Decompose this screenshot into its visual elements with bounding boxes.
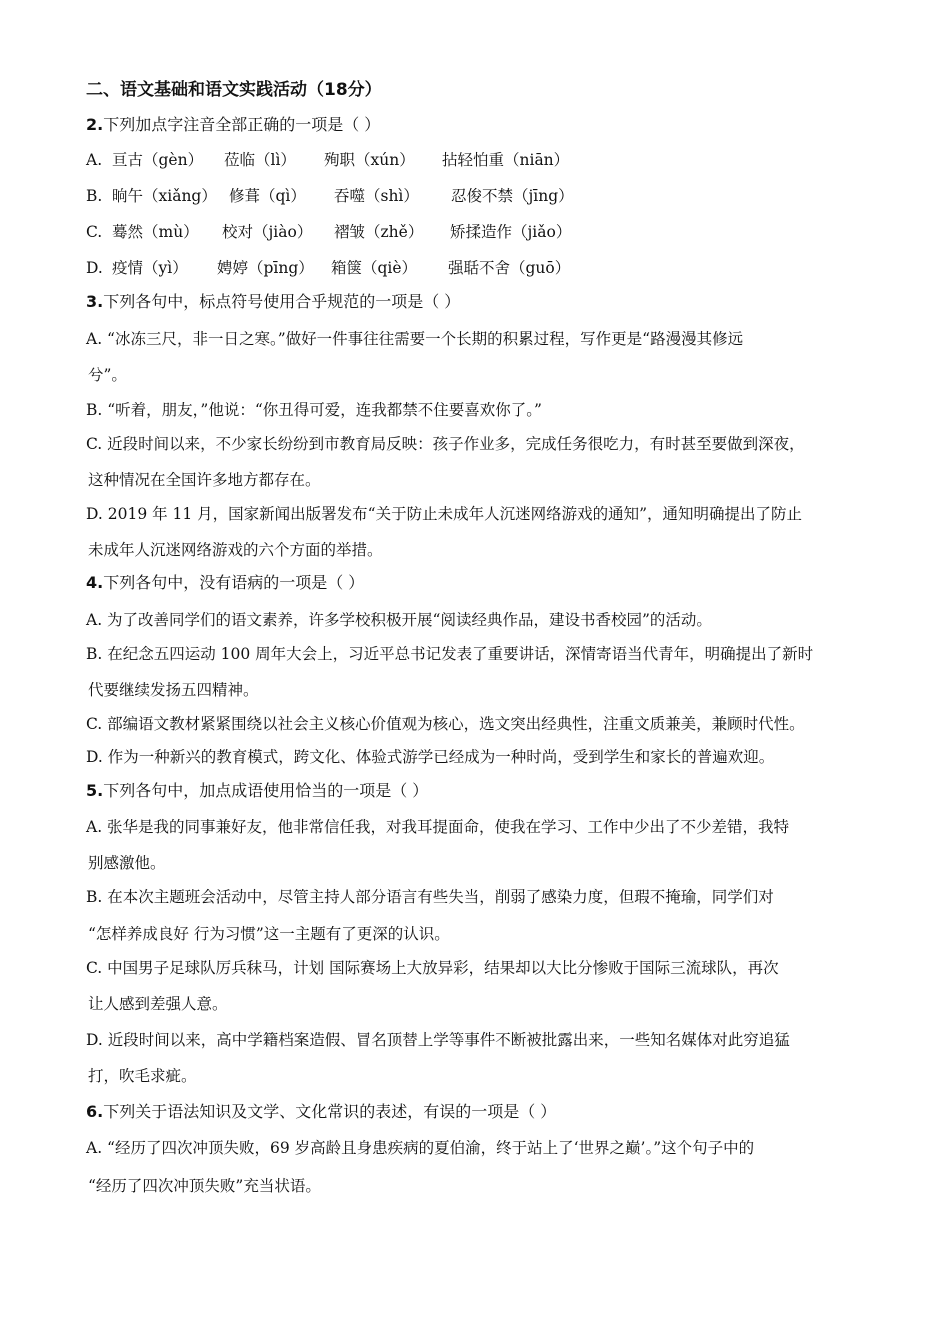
- option-item: 拈轻怕重（niān）: [442, 151, 570, 169]
- q6-option-a-line1: A. “经历了四次冲顶失败，69 岁高龄且身患疾病的夏伯渝，终于站上了‘世界之巅’。”这个句子中的: [86, 1139, 755, 1157]
- question-6-stem: [86, 1102, 556, 1122]
- option-item: 吞噬（shì）: [334, 187, 419, 205]
- option-item: 强聒不舍（guō）: [448, 259, 571, 277]
- question-number: 5.: [86, 781, 104, 800]
- question-2-stem: [86, 115, 380, 135]
- question-text: 下列各句中，标点符号使用合乎规范的一项是（ ）: [103, 292, 461, 311]
- q3-option-c-line1: C. 近段时间以来，不少家长纷纷到市教育局反映：孩子作业多，完成任务很吃力，有时甚至要做到深夜，: [86, 435, 805, 453]
- question-5-stem: [86, 781, 428, 801]
- option-letter: D.: [86, 259, 103, 277]
- q5-option-c-line1: C. 中国男子足球队厉兵秣马，计划 国际赛场上大放异彩，结果却以大比分惨败于国际三流球队，再次: [86, 959, 779, 977]
- option-item: 修葺（qì）: [229, 187, 306, 205]
- q6-option-a-line2: “经历了四次冲顶失败”充当状语。: [88, 1177, 321, 1195]
- question-3-stem: [86, 292, 460, 312]
- option-item: 殉职（xún）: [324, 151, 415, 169]
- option-item: 疫情（yì）: [112, 259, 188, 277]
- section-title: 二、语文基础和语文实践活动（18分）: [86, 80, 382, 100]
- question-text: 下列各句中，加点成语使用恰当的一项是（ ）: [103, 781, 429, 800]
- q4-option-d-line1: D. 作为一种新兴的教育模式，跨文化、体验式游学已经成为一种时尚，受到学生和家长的普遍欢迎。: [86, 748, 775, 766]
- q3-option-b-line1: B. “听着，朋友，”他说：“你丑得可爱，连我都禁不住要喜欢你了。”: [86, 401, 542, 419]
- option-item: 娉婷（pīng）: [217, 259, 314, 277]
- q5-option-a-line1: A. 张华是我的同事兼好友，他非常信任我，对我耳提面命，使我在学习、工作中少出了不少差错，我特: [86, 818, 790, 836]
- option-item: 忍俊不禁（jīng）: [451, 187, 574, 205]
- q3-option-d-line2: 未成年人沉迷网络游戏的六个方面的举措。: [88, 541, 383, 559]
- q5-option-b-line2: “怎样养成良好 行为习惯”这一主题有了更深的认识。: [88, 925, 450, 943]
- question-4-stem: [86, 573, 364, 593]
- option-item: 莅临（lì）: [224, 151, 296, 169]
- q4-option-b-line1: B. 在纪念五四运动 100 周年大会上，习近平总书记发表了重要讲话，深情寄语当代青年，明确提出了新时: [86, 645, 814, 663]
- q4-option-a-line1: A. 为了改善同学们的语文素养，许多学校积极开展“阅读经典作品，建设书香校园”的活动。: [86, 611, 712, 629]
- option-item: 矫揉造作（jiǎo）: [450, 223, 572, 241]
- option-letter: C.: [86, 223, 103, 241]
- q3-option-a-line2: 兮”。: [88, 366, 127, 384]
- q3-option-c-line2: 这种情况在全国许多地方都存在。: [88, 471, 321, 489]
- option-item: 蓦然（mù）: [112, 223, 199, 241]
- option-item: 亘古（gèn）: [112, 151, 204, 169]
- option-letter: A.: [86, 151, 103, 169]
- q4-option-b-line2: 代要继续发扬五四精神。: [88, 681, 259, 699]
- option-item: 校对（jiào）: [222, 223, 313, 241]
- q5-option-a-line2: 别感激他。: [88, 854, 166, 872]
- question-number: 2.: [86, 115, 104, 134]
- q5-option-d-line1: D. 近段时间以来，高中学籍档案造假、冒名顶替上学等事件不断被批露出来，一些知名媒体对此穷追猛: [86, 1031, 790, 1049]
- q5-option-c-line2: 让人感到差强人意。: [88, 995, 228, 1013]
- question-number: 4.: [86, 573, 104, 592]
- option-item: 箱箧（qiè）: [331, 259, 418, 277]
- option-letter: B.: [86, 187, 103, 205]
- q3-option-a-line1: A. “冰冻三尺，非一日之寒。”做好一件事往往需要一个长期的积累过程，写作更是“路漫漫其修远: [86, 330, 744, 348]
- question-number: 3.: [86, 292, 104, 311]
- question-number: 6.: [86, 1102, 104, 1121]
- question-text: 下列各句中，没有语病的一项是（ ）: [103, 573, 365, 592]
- q5-option-d-line2: 打，吹毛求疵。: [88, 1067, 197, 1085]
- q2-option-d: [86, 258, 571, 278]
- q2-option-a: [86, 150, 570, 170]
- q5-option-b-line1: B. 在本次主题班会活动中，尽管主持人部分语言有些失当，削弱了感染力度，但瑕不掩瑜，同学们对: [86, 888, 774, 906]
- q2-option-b: [86, 186, 574, 206]
- option-item: 晌午（xiǎng）: [112, 187, 217, 205]
- q3-option-d-line1: D. 2019 年 11 月，国家新闻出版署发布“关于防止未成年人沉迷网络游戏的通知”，通知明确提出了防止: [86, 505, 803, 523]
- option-item: 褶皱（zhě）: [334, 223, 424, 241]
- question-text: 下列关于语法知识及文学、文化常识的表述，有误的一项是（ ）: [103, 1102, 557, 1121]
- q4-option-c-line1: C. 部编语文教材紧紧围绕以社会主义核心价值观为核心，选文突出经典性，注重文质兼美，兼顾时代性。: [86, 715, 805, 733]
- q2-option-c: [86, 222, 572, 242]
- question-text: 下列加点字注音全部正确的一项是（ ）: [103, 115, 381, 134]
